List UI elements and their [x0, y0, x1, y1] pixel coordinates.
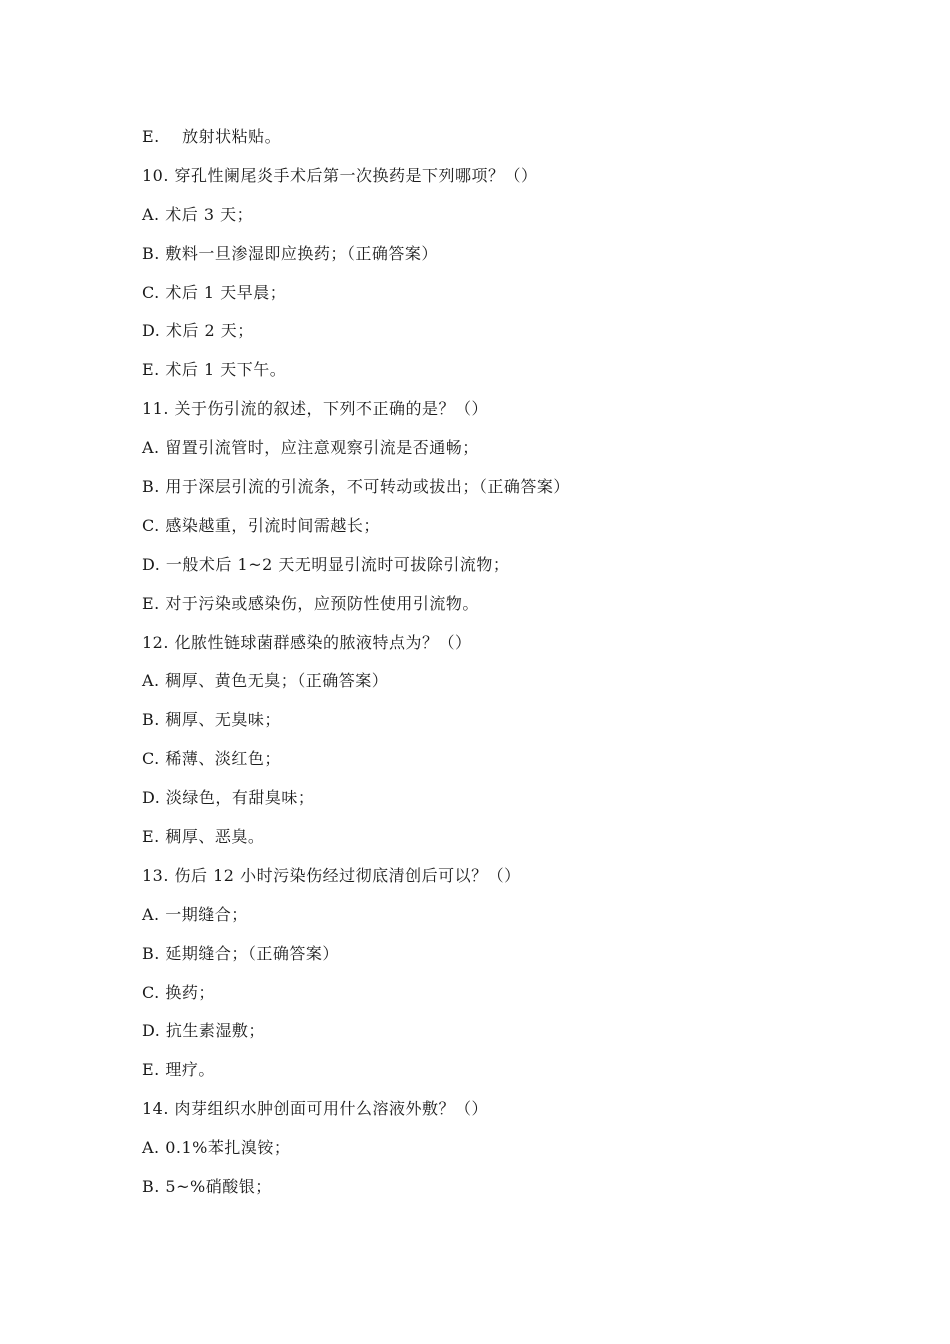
question-10: 10. 穿孔性阑尾炎手术后第一次换药是下列哪项？（）: [142, 165, 538, 185]
option-b-q13: B. 延期缝合；（正确答案）: [142, 943, 339, 963]
option-b-q10: B. 敷料一旦渗湿即应换药；（正确答案）: [142, 243, 438, 263]
option-e-q10: E. 术后 1 天下午。: [142, 360, 287, 380]
option-a-q10: A. 术后 3 天；: [142, 204, 254, 224]
option-b-q12: B. 稠厚、无臭味；: [142, 710, 281, 730]
option-c-q13: C. 换药；: [142, 982, 215, 1002]
question-12: 12. 化脓性链球菌群感染的脓液特点为？（）: [142, 632, 472, 652]
option-d-q12: D. 淡绿色，有甜臭味；: [142, 788, 315, 808]
question-13: 13. 伤后 12 小时污染伤经过彻底清创后可以？（）: [142, 865, 521, 885]
option-a-q14: A. 0.1%苯扎溴铵；: [142, 1138, 291, 1158]
option-a-q12: A. 稠厚、黄色无臭；（正确答案）: [142, 671, 389, 691]
option-b-q11: B. 用于深层引流的引流条，不可转动或拔出；（正确答案）: [142, 477, 570, 497]
option-a-q11: A. 留置引流管时，应注意观察引流是否通畅；: [142, 438, 479, 458]
option-a-q13: A. 一期缝合；: [142, 904, 248, 924]
option-d-q11: D. 一般术后 1~2 天无明显引流时可拔除引流物；: [142, 554, 510, 574]
question-11: 11. 关于伤引流的叙述，下列不正确的是？（）: [142, 399, 489, 419]
option-e-q9: E. 放射状粘贴。: [142, 127, 282, 146]
option-d-q10: D. 术后 2 天；: [142, 321, 254, 341]
option-c-q11: C. 感染越重，引流时间需越长；: [142, 515, 380, 535]
option-e-q13: E. 理疗。: [142, 1060, 215, 1080]
document-body: [142, 118, 862, 1207]
option-d-q13: D. 抗生素湿敷；: [142, 1021, 265, 1041]
question-14: 14. 肉芽组织水肿创面可用什么溶液外敷？（）: [142, 1099, 489, 1119]
option-b-q14: B. 5~%硝酸银；: [142, 1177, 272, 1197]
option-e-q11: E. 对于污染或感染伤，应预防性使用引流物。: [142, 593, 479, 613]
option-c-q12: C. 稀薄、淡红色；: [142, 749, 281, 769]
option-c-q10: C. 术后 1 天早晨；: [142, 282, 287, 302]
option-e-q12: E. 稠厚、恶臭。: [142, 827, 265, 847]
